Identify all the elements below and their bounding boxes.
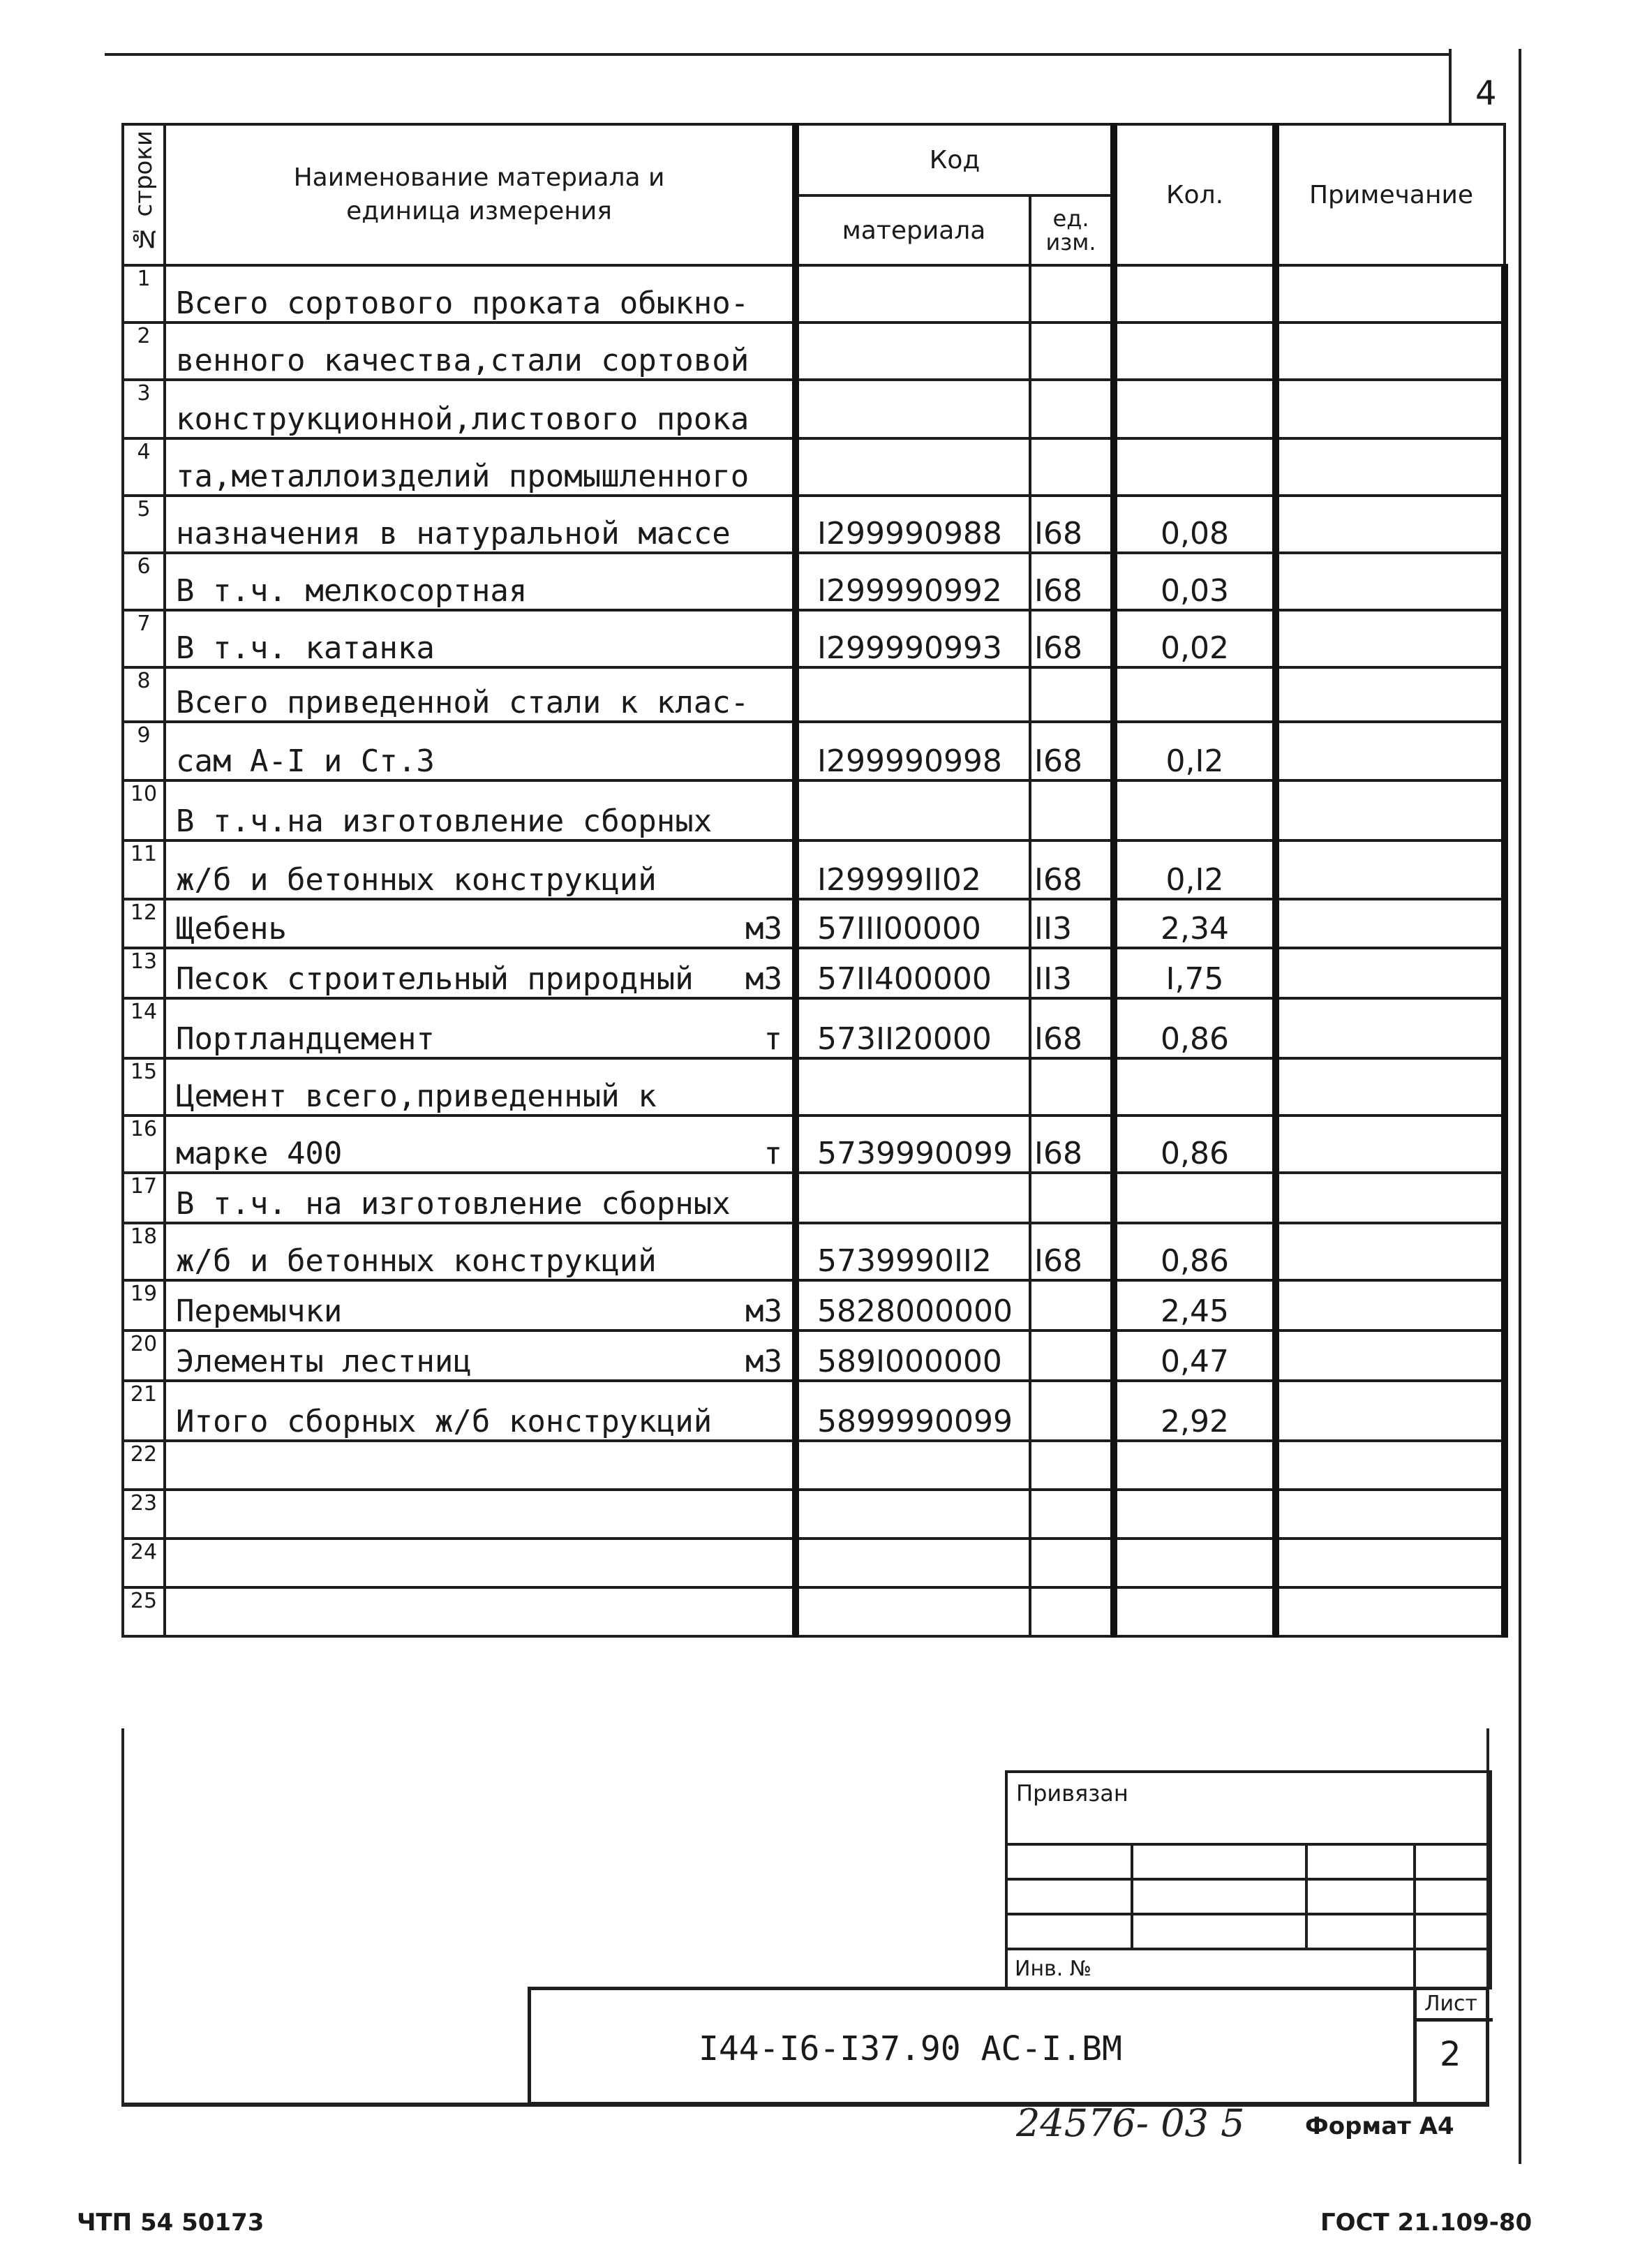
note <box>1276 667 1505 722</box>
sheet-cell-divider <box>1413 1987 1417 2105</box>
material-name-text: Всего приведенной стали к клас- <box>176 685 750 720</box>
table-row <box>123 496 1505 553</box>
material-code: 5739990II2 <box>796 1223 1030 1280</box>
material-name <box>165 553 796 610</box>
material-code: I299990998 <box>796 722 1030 780</box>
row-number: 17 <box>123 1173 165 1223</box>
note <box>1276 1280 1505 1331</box>
material-name-text: сам А-I и Ст.3 <box>176 743 435 779</box>
material-name <box>165 998 796 1058</box>
table-row <box>123 1331 1505 1381</box>
table-row <box>123 1058 1505 1116</box>
quantity <box>1114 1490 1276 1539</box>
material-code <box>796 1539 1030 1587</box>
quantity <box>1114 438 1276 496</box>
table-row <box>123 1223 1505 1280</box>
row-number: 13 <box>123 948 165 998</box>
row-number: 18 <box>123 1223 165 1280</box>
material-unit-label: т <box>763 1021 782 1057</box>
quantity <box>1114 667 1276 722</box>
sheet-value: 2 <box>1440 2035 1461 2074</box>
note <box>1276 899 1505 948</box>
quantity: 2,92 <box>1114 1381 1276 1441</box>
table-row <box>123 610 1505 667</box>
unit-code <box>1030 1331 1114 1381</box>
material-code <box>796 380 1030 438</box>
unit-code: I68 <box>1030 610 1114 667</box>
material-name-text: ж/б и бетонных конструкций <box>176 1243 657 1279</box>
unit-code <box>1030 323 1114 380</box>
material-code <box>796 1490 1030 1539</box>
note <box>1276 438 1505 496</box>
material-code <box>796 1058 1030 1116</box>
document-designation: I44-I6-I37.90 АС-I.ВМ <box>699 2029 1122 2068</box>
table-row <box>123 899 1505 948</box>
linked-label: Привязан <box>1006 1772 1491 1844</box>
unit-code <box>1030 380 1114 438</box>
material-name-text: В т.ч. на изготовление сборных <box>176 1186 731 1222</box>
row-number: 19 <box>123 1280 165 1331</box>
material-name <box>165 1116 796 1173</box>
linked-stamp-block <box>1005 1770 1489 1987</box>
row-number: 11 <box>123 840 165 899</box>
table-row <box>123 1490 1505 1539</box>
frame-left-lower <box>121 1728 124 2105</box>
unit-code: I68 <box>1030 722 1114 780</box>
material-name <box>165 380 796 438</box>
row-number: 7 <box>123 610 165 667</box>
header-name: Наименование материала и единица измерения <box>165 124 796 265</box>
header-quantity: Кол. <box>1114 124 1276 265</box>
material-name-text: назначения в натуральной массе <box>176 516 731 551</box>
table-row <box>123 1116 1505 1173</box>
quantity: 0,47 <box>1114 1331 1276 1381</box>
unit-code: I68 <box>1030 840 1114 899</box>
material-name-text: марке 400 <box>176 1136 343 1171</box>
material-name <box>165 722 796 780</box>
table-row <box>123 323 1505 380</box>
left-print-mark: ЧТП 54 50173 <box>77 2209 264 2237</box>
material-code: 589I000000 <box>796 1331 1030 1381</box>
material-name <box>165 840 796 899</box>
material-code: 57II400000 <box>796 948 1030 998</box>
material-specification-table <box>121 123 1503 1728</box>
table-row <box>123 380 1505 438</box>
material-name <box>165 496 796 553</box>
material-name <box>165 1441 796 1490</box>
unit-code: I68 <box>1030 553 1114 610</box>
material-name <box>165 1381 796 1441</box>
material-name <box>165 1490 796 1539</box>
unit-code <box>1030 780 1114 840</box>
table-row <box>123 1173 1505 1223</box>
header-note: Примечание <box>1276 124 1505 265</box>
material-unit-label: м3 <box>745 1344 782 1379</box>
sheet-number: 4 <box>1475 74 1497 113</box>
note <box>1276 780 1505 840</box>
quantity <box>1114 1441 1276 1490</box>
gost-reference: ГОСТ 21.109-80 <box>1320 2209 1533 2237</box>
table-row <box>123 1539 1505 1587</box>
top-frame-line <box>105 53 1452 56</box>
material-name <box>165 1587 796 1636</box>
material-code: 573II20000 <box>796 998 1030 1058</box>
quantity: 0,08 <box>1114 496 1276 553</box>
note <box>1276 1173 1505 1223</box>
quantity: I,75 <box>1114 948 1276 998</box>
note <box>1276 496 1505 553</box>
header-code-material: материала <box>796 195 1030 265</box>
material-code <box>796 323 1030 380</box>
material-code: I299990992 <box>796 553 1030 610</box>
row-number: 4 <box>123 438 165 496</box>
designation-block <box>528 1987 1489 2105</box>
material-name-text: конструкционной,листового прока <box>176 401 750 437</box>
unit-code: II3 <box>1030 948 1114 998</box>
table-row <box>123 553 1505 610</box>
sheet-cell-hline <box>1413 2018 1493 2022</box>
row-number: 21 <box>123 1381 165 1441</box>
row-number: 22 <box>123 1441 165 1490</box>
row-number: 6 <box>123 553 165 610</box>
material-name-text: В т.ч.на изготовление сборных <box>176 803 713 839</box>
table-row <box>123 840 1505 899</box>
note <box>1276 840 1505 899</box>
quantity: 0,86 <box>1114 998 1276 1058</box>
unit-code: I68 <box>1030 1223 1114 1280</box>
material-name <box>165 1331 796 1381</box>
row-number: 16 <box>123 1116 165 1173</box>
paper-format: Формат А4 <box>1305 2112 1454 2140</box>
right-frame-line <box>1519 49 1521 2164</box>
material-name-text: Элементы лестниц <box>176 1344 472 1379</box>
unit-code <box>1030 1539 1114 1587</box>
unit-code <box>1030 667 1114 722</box>
material-unit-label: м3 <box>745 1294 782 1329</box>
note <box>1276 948 1505 998</box>
note <box>1276 1331 1505 1381</box>
unit-code <box>1030 1441 1114 1490</box>
quantity: 0,03 <box>1114 553 1276 610</box>
table-row <box>123 780 1505 840</box>
unit-code <box>1030 1280 1114 1331</box>
material-name-text: В т.ч. мелкосортная <box>176 573 528 609</box>
material-name-text: Итого сборных ж/б конструкций <box>176 1404 713 1439</box>
unit-code <box>1030 265 1114 323</box>
unit-code: II3 <box>1030 899 1114 948</box>
row-number: 25 <box>123 1587 165 1636</box>
note <box>1276 380 1505 438</box>
quantity <box>1114 780 1276 840</box>
unit-code <box>1030 1381 1114 1441</box>
material-name-text: Перемычки <box>176 1294 343 1329</box>
table-row <box>123 667 1505 722</box>
unit-code: I68 <box>1030 496 1114 553</box>
material-code: I299990993 <box>796 610 1030 667</box>
material-name-text: та,металлоизделий промышленного <box>176 459 750 494</box>
quantity: 0,02 <box>1114 610 1276 667</box>
material-code <box>796 1587 1030 1636</box>
header-code: Код <box>796 124 1114 195</box>
quantity <box>1114 1173 1276 1223</box>
material-code <box>796 667 1030 722</box>
unit-code <box>1030 1058 1114 1116</box>
quantity: 2,45 <box>1114 1280 1276 1331</box>
table-row <box>123 722 1505 780</box>
unit-code <box>1030 1587 1114 1636</box>
quantity: 0,I2 <box>1114 722 1276 780</box>
material-name-text: Щебень <box>176 911 287 947</box>
unit-code <box>1030 438 1114 496</box>
handwritten-number: 24576- 03 5 <box>1016 2101 1245 2145</box>
quantity: 2,34 <box>1114 899 1276 948</box>
material-name <box>165 1539 796 1587</box>
note <box>1276 1490 1505 1539</box>
table-row <box>123 1381 1505 1441</box>
table-row <box>123 998 1505 1058</box>
material-code: I29999II02 <box>796 840 1030 899</box>
material-name-text: венного качества,стали сортовой <box>176 343 750 378</box>
quantity <box>1114 1587 1276 1636</box>
material-name-text: Портландцемент <box>176 1021 435 1057</box>
unit-code: I68 <box>1030 1116 1114 1173</box>
row-number: 12 <box>123 899 165 948</box>
row-number: 15 <box>123 1058 165 1116</box>
quantity: 0,86 <box>1114 1116 1276 1173</box>
quantity: 0,I2 <box>1114 840 1276 899</box>
header-code-unit: ед. изм. <box>1030 195 1114 265</box>
material-name <box>165 438 796 496</box>
row-number: 24 <box>123 1539 165 1587</box>
row-number: 1 <box>123 265 165 323</box>
note <box>1276 1223 1505 1280</box>
quantity: 0,86 <box>1114 1223 1276 1280</box>
unit-code: I68 <box>1030 998 1114 1058</box>
material-code: 5828000000 <box>796 1280 1030 1331</box>
table-row <box>123 265 1505 323</box>
material-name <box>165 780 796 840</box>
material-code <box>796 780 1030 840</box>
material-name <box>165 265 796 323</box>
note <box>1276 1058 1505 1116</box>
unit-code <box>1030 1490 1114 1539</box>
note <box>1276 1381 1505 1441</box>
material-name <box>165 899 796 948</box>
material-name-text: Всего сортового проката обыкно- <box>176 286 750 321</box>
row-number: 9 <box>123 722 165 780</box>
material-code <box>796 1173 1030 1223</box>
material-name <box>165 1223 796 1280</box>
material-name-text: Песок строительный природный <box>176 961 694 997</box>
quantity <box>1114 265 1276 323</box>
row-number: 23 <box>123 1490 165 1539</box>
material-name <box>165 948 796 998</box>
material-code: 57III00000 <box>796 899 1030 948</box>
material-name <box>165 610 796 667</box>
note <box>1276 1539 1505 1587</box>
row-number: 3 <box>123 380 165 438</box>
note <box>1276 553 1505 610</box>
material-code <box>796 1441 1030 1490</box>
quantity <box>1114 1539 1276 1587</box>
note <box>1276 1587 1505 1636</box>
note <box>1276 323 1505 380</box>
material-name <box>165 667 796 722</box>
material-unit-label: т <box>763 1136 782 1171</box>
material-name <box>165 1058 796 1116</box>
material-code: 5899990099 <box>796 1381 1030 1441</box>
material-code <box>796 438 1030 496</box>
table-row <box>123 1441 1505 1490</box>
quantity <box>1114 323 1276 380</box>
note <box>1276 1116 1505 1173</box>
row-number: 8 <box>123 667 165 722</box>
unit-code <box>1030 1173 1114 1223</box>
row-number: 14 <box>123 998 165 1058</box>
note <box>1276 610 1505 667</box>
header-row-number: № строки <box>123 124 165 265</box>
quantity <box>1114 380 1276 438</box>
note <box>1276 998 1505 1058</box>
material-name <box>165 1280 796 1331</box>
row-number: 10 <box>123 780 165 840</box>
note <box>1276 722 1505 780</box>
row-number: 2 <box>123 323 165 380</box>
row-number: 20 <box>123 1331 165 1381</box>
table-row <box>123 948 1505 998</box>
row-number: 5 <box>123 496 165 553</box>
sheet-number-box-left <box>1449 49 1452 126</box>
material-unit-label: м3 <box>745 961 782 997</box>
material-name <box>165 323 796 380</box>
table-row <box>123 1587 1505 1636</box>
material-name-text: ж/б и бетонных конструкций <box>176 862 657 898</box>
note <box>1276 265 1505 323</box>
note <box>1276 1441 1505 1490</box>
material-code <box>796 265 1030 323</box>
table-row <box>123 438 1505 496</box>
material-code: I299990988 <box>796 496 1030 553</box>
inventory-number-label: Инв. № <box>1006 1949 1415 1988</box>
table-row <box>123 1280 1505 1331</box>
material-code: 5739990099 <box>796 1116 1030 1173</box>
material-name-text: В т.ч. катанка <box>176 630 435 666</box>
sheet-label: Лист <box>1424 1992 1478 2016</box>
material-name-text: Цемент всего,приведенный к <box>176 1079 657 1114</box>
material-unit-label: м3 <box>745 911 782 947</box>
material-name <box>165 1173 796 1223</box>
quantity <box>1114 1058 1276 1116</box>
